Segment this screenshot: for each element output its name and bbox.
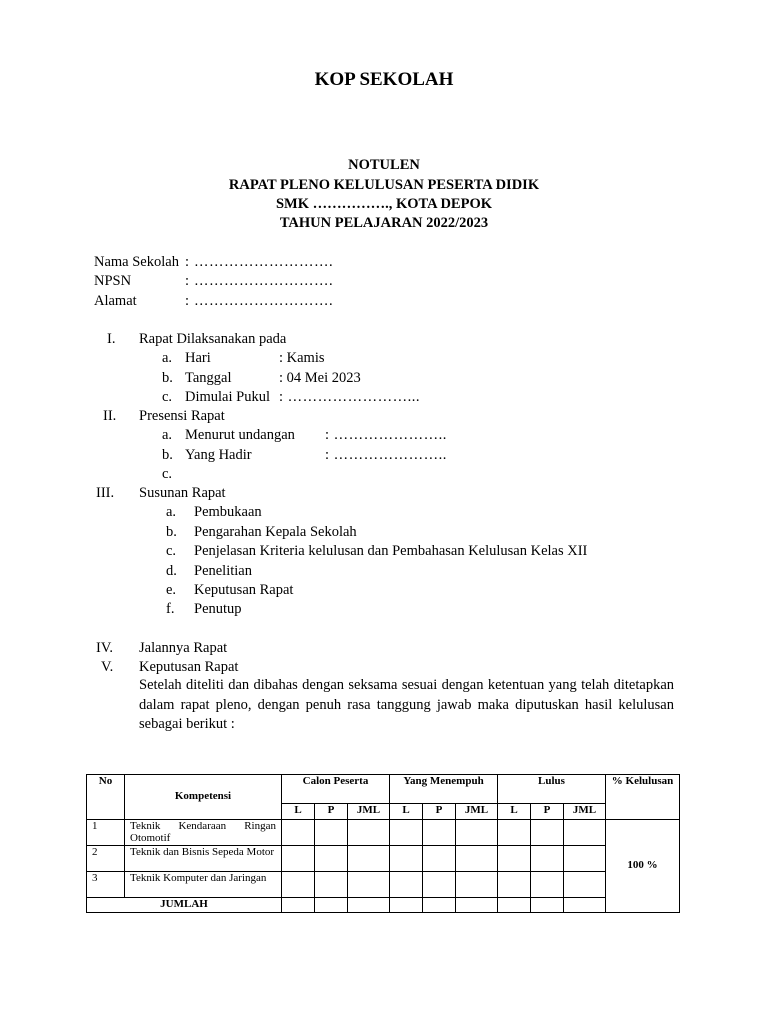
table-row (87, 846, 680, 872)
cell (498, 846, 531, 872)
section-number: V. (101, 659, 114, 675)
cell (531, 820, 564, 846)
cell (315, 898, 348, 913)
title-notulen: NOTULEN (348, 157, 420, 173)
agenda-item: Penutup (194, 601, 242, 617)
subheader-jml: JML (348, 804, 390, 820)
subheader-jml: JML (456, 804, 498, 820)
item-value-undangan: : ………………….. (325, 427, 447, 443)
section-number: III. (96, 485, 115, 501)
title-tahun: TAHUN PELAJARAN 2022/2023 (279, 215, 489, 231)
subheader-l: L (390, 804, 423, 820)
graduation-table (86, 774, 680, 913)
item-letter: e. (166, 582, 177, 598)
cell (423, 846, 456, 872)
identity-label-npsn: NPSN (94, 273, 132, 289)
identity-value-alamat: ………………………. (194, 293, 334, 309)
cell (315, 820, 348, 846)
row-no: 3 (87, 872, 125, 898)
cell (531, 846, 564, 872)
cell (315, 846, 348, 872)
header-no: No (87, 775, 125, 820)
item-label-dimulai: Dimulai Pukul (185, 389, 270, 405)
item-letter: f. (166, 601, 175, 617)
subheader-p: P (315, 804, 348, 820)
section-title: Presensi Rapat (139, 408, 225, 424)
table-header-row (87, 775, 680, 804)
item-letter: c. (162, 389, 173, 405)
agenda-item: Penelitian (194, 563, 252, 579)
identity-colon: : (185, 273, 190, 289)
item-label-hadir: Yang Hadir (185, 447, 252, 463)
item-label-hari: Hari (185, 350, 211, 366)
identity-value-npsn: ………………………. (194, 273, 334, 289)
cell (390, 846, 423, 872)
identity-label-alamat: Alamat (94, 293, 137, 309)
row-kompetensi: Teknik Kendaraan Ringan Otomotif (125, 820, 282, 846)
agenda-item: Keputusan Rapat (194, 582, 294, 598)
identity-label-nama: Nama Sekolah (94, 254, 179, 270)
header-kompetensi: Kompetensi (125, 775, 282, 820)
header-lulus: Lulus (498, 775, 606, 804)
table-row (87, 872, 680, 898)
row-no: 2 (87, 846, 125, 872)
cell (423, 898, 456, 913)
row-no: 1 (87, 820, 125, 846)
table-row (87, 820, 680, 846)
cell (348, 846, 390, 872)
persen-kelulusan-value: 100 % (606, 820, 680, 913)
cell (390, 820, 423, 846)
header-yang-menempuh: Yang Menempuh (390, 775, 498, 804)
cell (390, 898, 423, 913)
subheader-l: L (498, 804, 531, 820)
cell (456, 820, 498, 846)
cell (456, 846, 498, 872)
item-letter: d. (166, 563, 177, 579)
cell (282, 872, 315, 898)
item-value-tanggal: : 04 Mei 2023 (279, 370, 361, 386)
cell (456, 898, 498, 913)
section-number: IV. (96, 640, 114, 656)
cell (282, 820, 315, 846)
cell (531, 872, 564, 898)
identity-colon: : (185, 254, 190, 270)
item-letter: a. (166, 504, 177, 520)
cell (348, 898, 390, 913)
subheader-p: P (423, 804, 456, 820)
cell (390, 872, 423, 898)
header-persen-kelulusan: % Kelulusan (606, 775, 680, 820)
title-smk: SMK ……………., KOTA DEPOK (275, 196, 493, 212)
item-label-undangan: Menurut undangan (185, 427, 295, 443)
section-number: II. (103, 408, 117, 424)
agenda-item: Pembukaan (194, 504, 262, 520)
table-total-row (87, 898, 680, 913)
cell (423, 872, 456, 898)
cell (498, 872, 531, 898)
total-label: JUMLAH (87, 898, 282, 913)
cell (564, 872, 606, 898)
section-number: I. (107, 331, 116, 347)
item-letter: c. (162, 466, 173, 482)
cell (315, 872, 348, 898)
row-kompetensi: Teknik dan Bisnis Sepeda Motor (125, 846, 282, 872)
section-title: Keputusan Rapat (139, 659, 239, 675)
item-value-hari: : Kamis (279, 350, 325, 366)
cell (456, 872, 498, 898)
cell (348, 872, 390, 898)
item-letter: b. (162, 370, 173, 386)
item-letter: b. (162, 447, 173, 463)
cell (564, 820, 606, 846)
cell (564, 898, 606, 913)
subheader-p: P (531, 804, 564, 820)
identity-value-nama: ………………………. (194, 254, 334, 270)
decision-paragraph: Setelah diteliti dan dibahas dengan seksama sesuai dengan ketentuan yang telah ditetapkan dalam rapat pleno, dengan penuh rasa tanggung jawab maka diputuskan hasil kelulusan sebagai berikut : (139, 677, 674, 732)
item-value-hadir: : ………………….. (325, 447, 447, 463)
section-title: Rapat Dilaksanakan pada (139, 331, 287, 347)
agenda-item: Penjelasan Kriteria kelulusan dan Pembahasan Kelulusan Kelas XII (194, 543, 588, 559)
title-rapat: RAPAT PLENO KELULUSAN PESERTA DIDIK (228, 177, 540, 193)
item-letter: a. (162, 427, 173, 443)
cell (498, 820, 531, 846)
cell (348, 820, 390, 846)
item-label-tanggal: Tanggal (185, 370, 232, 386)
row-kompetensi: Teknik Komputer dan Jaringan (125, 872, 282, 898)
cell (564, 846, 606, 872)
subheader-jml: JML (564, 804, 606, 820)
header-calon-peserta: Calon Peserta (282, 775, 390, 804)
item-value-dimulai: : ……………………... (279, 389, 421, 405)
cell (282, 846, 315, 872)
cell (423, 820, 456, 846)
identity-colon: : (185, 293, 190, 309)
section-title: Susunan Rapat (139, 485, 226, 501)
item-letter: c. (166, 543, 177, 559)
item-letter: a. (162, 350, 173, 366)
item-letter: b. (166, 524, 177, 540)
agenda-item: Pengarahan Kepala Sekolah (194, 524, 357, 540)
section-title: Jalannya Rapat (139, 640, 228, 656)
cell (282, 898, 315, 913)
subheader-l: L (282, 804, 315, 820)
kop-sekolah-heading: KOP SEKOLAH (314, 69, 454, 90)
cell (498, 898, 531, 913)
cell (531, 898, 564, 913)
